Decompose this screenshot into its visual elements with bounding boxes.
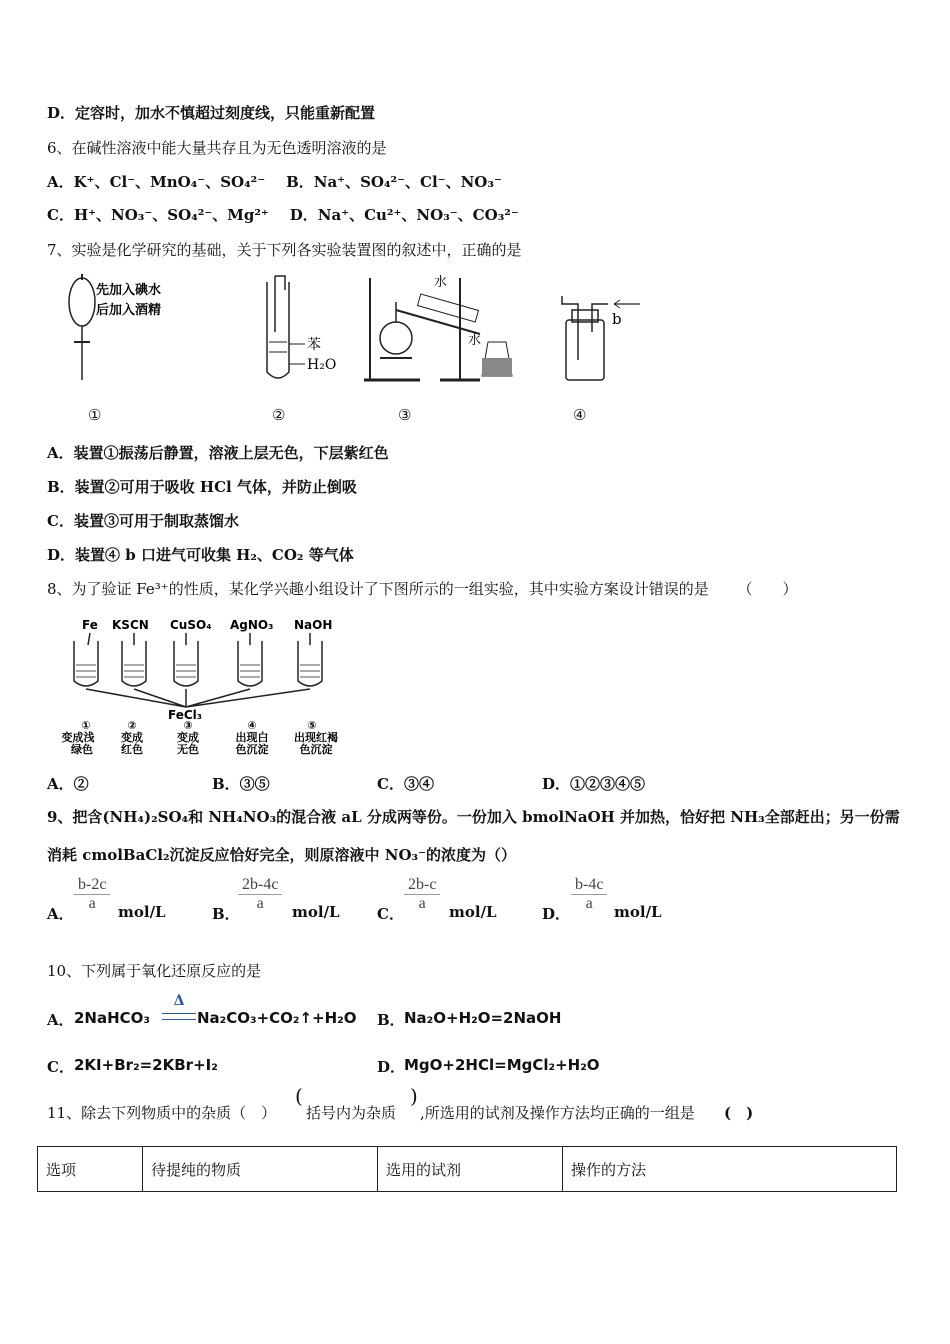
fig4-b-label: b <box>612 310 622 328</box>
q11-stem-a: 11、除去下列物质中的杂质（ ） <box>47 1104 277 1122</box>
fig2-water-label: H₂O <box>307 357 337 373</box>
q10-option-c-label: C． <box>47 1058 74 1076</box>
result-1-l1: 变成浅 <box>61 731 95 744</box>
q9-a-numerator: b-2c <box>74 876 110 895</box>
q9-option-a-unit: mol/L <box>118 903 166 921</box>
reagent-cuso4: CuSO₄ <box>170 618 212 632</box>
reagent-naoh: NaOH <box>294 618 333 632</box>
q9-option-d-unit: mol/L <box>614 903 662 921</box>
q10-equals-arrow <box>162 1013 196 1020</box>
fig-label-4: ④ <box>573 406 587 424</box>
q6-option-d: D．Na⁺、Cu²⁺、NO₃⁻、CO₃²⁻ <box>289 206 519 224</box>
q9-stem-line2: 消耗 cmolBaCl₂沉淀反应恰好完全，则原溶液中 NO₃⁻的浓度为（） <box>47 846 517 864</box>
q11-paren-open: ( <box>295 1084 303 1108</box>
q9-option-c-fraction <box>404 876 440 913</box>
q9-d-numerator: b-4c <box>571 876 607 895</box>
q11-paren-close: ) <box>410 1084 418 1108</box>
table-header-row <box>38 1147 897 1192</box>
q10-option-a-label: A． <box>47 1011 74 1029</box>
fig-label-3: ③ <box>398 406 412 424</box>
fig3-water-side: 水 <box>468 333 482 348</box>
q9-option-d-fraction <box>571 876 607 913</box>
result-4-l2: 色沉淀 <box>235 743 269 756</box>
result-2-num: ② <box>127 719 137 732</box>
reagent-agno3: AgNO₃ <box>230 618 274 632</box>
q10-option-d-eq: MgO+2HCl=MgCl₂+H₂O <box>404 1056 600 1074</box>
result-1-l2: 绿色 <box>71 743 93 756</box>
q6-options-ab <box>47 171 502 192</box>
q8-option-c: C．③④ <box>377 775 434 793</box>
q8-stem <box>47 578 798 599</box>
fecl3-label: FeCl₃ <box>168 708 203 722</box>
q10-option-d-label: D． <box>377 1058 406 1076</box>
q9-option-b-label: B． <box>212 905 240 923</box>
q6-option-a: A．K⁺、Cl⁻、MnO₄⁻、SO₄²⁻ <box>47 173 266 191</box>
reagent-kscn: KSCN <box>112 618 149 632</box>
q9-a-denominator: a <box>88 895 96 912</box>
distillation-figure <box>360 272 530 384</box>
result-3-l2: 无色 <box>177 743 199 756</box>
q10-option-c-eq: 2KI+Br₂=2KBr+I₂ <box>74 1056 218 1074</box>
result-4-l1: 出现白 <box>235 731 269 744</box>
q8-option-d: D．①②③④⑤ <box>542 775 646 793</box>
fig3-water-top: 水 <box>434 275 448 290</box>
table-header-cell: 选用的试剂 <box>378 1147 563 1192</box>
fig-label-2: ② <box>272 406 286 424</box>
q10-option-a-right: Na₂CO₃+CO₂↑+H₂O <box>197 1009 357 1027</box>
q7-stem: 7、实验是化学研究的基础，关于下列各实验装置图的叙述中，正确的是 <box>47 241 522 259</box>
fig2-benzene-label: 苯 <box>307 337 321 353</box>
q9-stem-line1: 9、把含(NH₄)₂SO₄和 NH₄NO₃的混合液 aL 分成两等份。一份加入 bmolNaOH 并加热，恰好把 NH₃全部赶出；另一份需 <box>47 808 900 826</box>
q11-stem-c: ,所选用的试剂及操作方法均正确的一组是 <box>420 1104 695 1122</box>
q9-option-b-fraction <box>238 876 282 913</box>
result-5-l1: 出现红褐 <box>294 731 338 744</box>
result-3-l1: 变成 <box>177 731 199 744</box>
table-header-cell: 操作的方法 <box>563 1147 897 1192</box>
q8-stem-text: 8、为了验证 Fe³⁺的性质，某化学兴趣小组设计了下图所示的一组实验，其中实验方案设计错误的是 <box>47 580 709 598</box>
q7-option-d: D．装置④ b 口进气可收集 H₂、CO₂ 等气体 <box>47 546 354 564</box>
q8-paren: （ ） <box>737 580 798 598</box>
q9-option-c-unit: mol/L <box>449 903 497 921</box>
q10-option-b-eq: Na₂O+H₂O=2NaOH <box>404 1009 562 1027</box>
reagent-fe: Fe <box>82 618 98 632</box>
q7-option-b: B．装置②可用于吸收 HCl 气体，并防止倒吸 <box>47 478 357 496</box>
result-3-num: ③ <box>183 719 193 732</box>
q10-option-b-label: B． <box>377 1011 405 1029</box>
result-2-l2: 红色 <box>121 743 143 756</box>
result-5-l2: 色沉淀 <box>299 743 333 756</box>
q9-d-denominator: a <box>585 895 593 912</box>
q6-stem: 6、在碱性溶液中能大量共存且为无色透明溶液的是 <box>47 139 387 157</box>
q10-delta-symbol: Δ <box>173 993 185 1009</box>
q9-option-a-fraction <box>74 876 110 913</box>
table-header-cell: 选项 <box>38 1147 143 1192</box>
q8-option-b: B．③⑤ <box>212 775 270 793</box>
q10-stem: 10、下列属于氧化还原反应的是 <box>47 962 262 980</box>
q6-option-b: B．Na⁺、SO₄²⁻、Cl⁻、NO₃⁻ <box>286 173 502 191</box>
fig1-text2: 后加入酒精 <box>96 303 162 318</box>
fecl3-experiment-figure <box>52 615 362 760</box>
result-5-num: ⑤ <box>307 719 317 732</box>
q6-option-c: C．H⁺、NO₃⁻、SO₄²⁻、Mg²⁺ <box>47 206 269 224</box>
fig1-text1: 先加入碘水 <box>96 283 162 298</box>
q9-b-denominator: a <box>256 895 264 912</box>
result-2-l1: 变成 <box>121 731 143 744</box>
q8-option-a: A．② <box>47 775 89 793</box>
q9-option-b-unit: mol/L <box>292 903 340 921</box>
q9-option-a-label: A． <box>47 905 74 923</box>
q11-stem-b: 括号内为杂质 <box>306 1104 397 1122</box>
table-header-cell: 待提纯的物质 <box>143 1147 378 1192</box>
q9-c-numerator: 2b-c <box>404 876 440 895</box>
q9-option-c-label: C． <box>377 905 404 923</box>
gas-bottle-figure <box>550 272 660 384</box>
q6-options-cd <box>47 204 519 225</box>
q9-c-denominator: a <box>418 895 426 912</box>
separatory-funnel-figure <box>60 272 200 384</box>
q11-stem-d: ( ) <box>724 1104 754 1122</box>
q9-option-d-label: D． <box>542 905 571 923</box>
fig-label-1: ① <box>88 406 102 424</box>
q7-option-c: C．装置③可用于制取蒸馏水 <box>47 512 239 530</box>
q9-b-numerator: 2b-4c <box>238 876 282 895</box>
q7-option-a: A．装置①振荡后静置，溶液上层无色，下层紫红色 <box>47 444 389 462</box>
q11-table <box>37 1146 897 1192</box>
test-tube-figure <box>245 272 355 384</box>
result-4-num: ④ <box>247 719 257 732</box>
result-1-num: ① <box>81 719 91 732</box>
q10-option-a-left: 2NaHCO₃ <box>74 1009 150 1027</box>
q5-option-d: D．定容时，加水不慎超过刻度线，只能重新配置 <box>47 104 376 122</box>
